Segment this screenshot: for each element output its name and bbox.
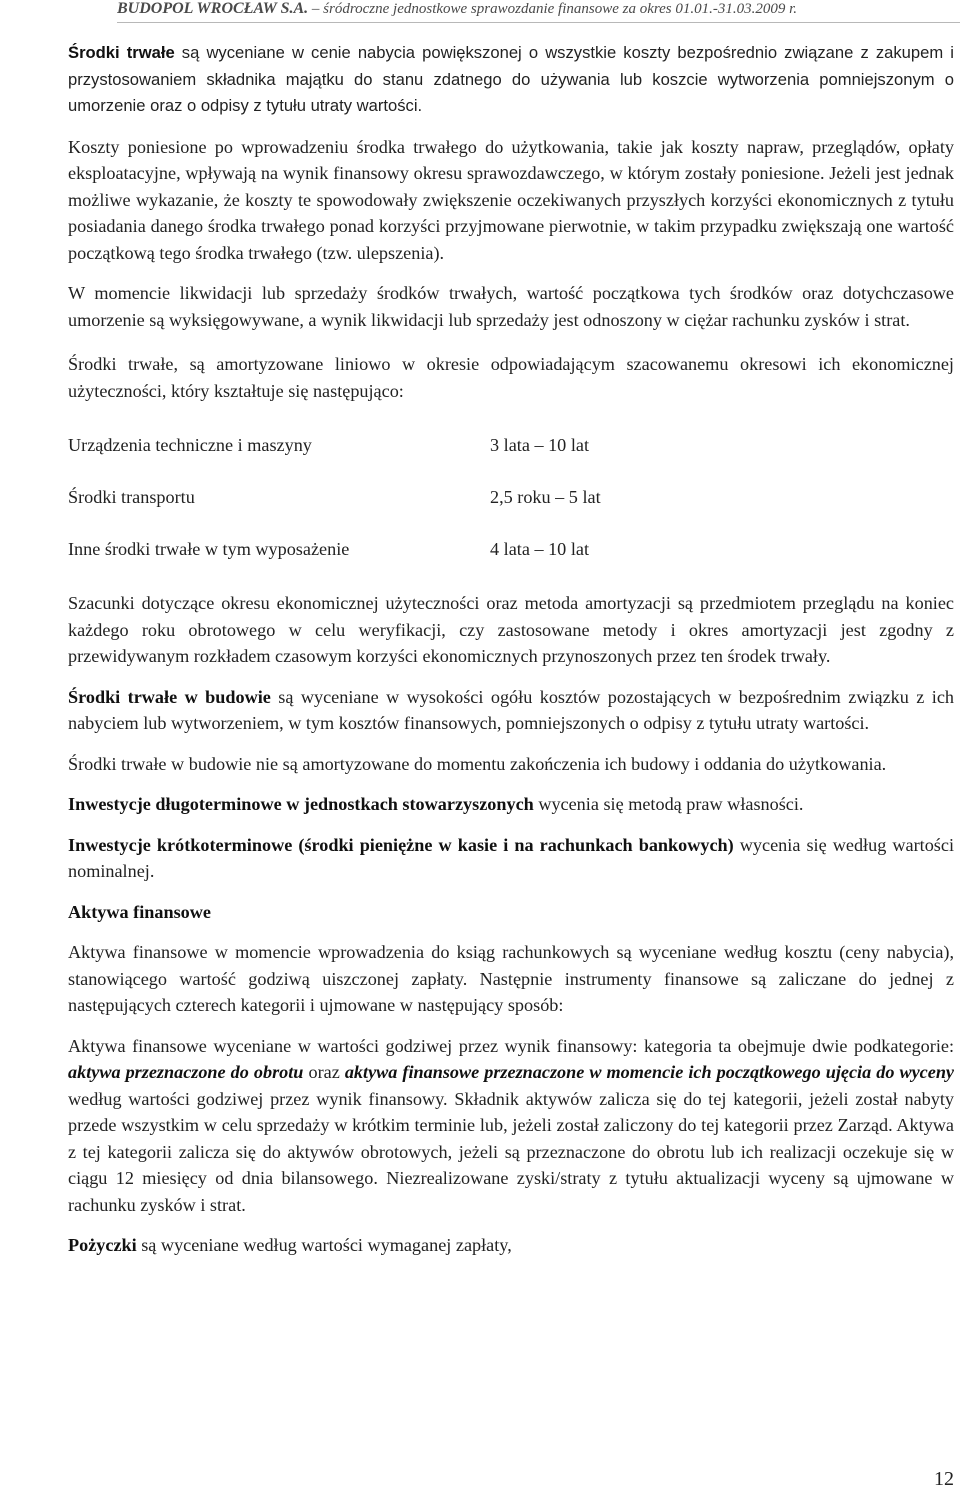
paragraph-text: według wartości godziwej przez wynik finansowy. Składnik aktywów zalicza się do tej kategorii, jeżeli został nabyty przede wszystkim w celu sprzedaży w krótkim terminie lub, jeżeli został zaliczony do tej kategorii przez Zarząd. Aktywa z tej kategorii zalicza się do aktywów obrotowych, jeżeli są przeznaczone do obrotu lub ich realizacji oczekuje się w ciągu 12 miesięcy od dnia bilansowego. Niezrealizowane zyski/straty z tytułu aktualizacji wyceny są ujmowane w rachunku zysków i strat. (68, 1088, 954, 1215)
header-subtitle: – śródroczne jednostkowe sprawozdanie finansowe za okres 01.01.-31.03.2009 r. (308, 1, 798, 17)
term-short-term-investments: Inwestycje krótkoterminowe (środki pieniężne w kasie i na rachunkach bankowych) (68, 834, 734, 855)
paragraph-text: są wyceniane w cenie nabycia powiększonej o wszystkie koszty bezpośrednio związane z zakupem i przystosowaniem składnika majątku do stanu zdatnego do używania lub koszcie wytworzenia pomniejszonym o umorzenie oraz o odpisy z tytułu utraty wartości. (68, 43, 954, 115)
section-title (68, 899, 954, 926)
paragraph-text: są wyceniane w wysokości ogółu kosztów pozostających w bezpośrednim związku z ich nabyciem lub wytworzeniem, w tym kosztów finansowych, pomniejszonych o odpisy z tytułu utraty wartości. (68, 686, 954, 733)
paragraph-text: Szacunki dotyczące okresu ekonomicznej użyteczności oraz metoda amortyzacji są przedmiotem przeglądu na koniec każdego roku obrotowego w celu weryfikacji, czy zastosowane metody i okres amortyzacji jest zgodny z przewidywanym rozkładem czasowym korzyści ekonomicznych przynoszonych przez ten środek trwały. (68, 593, 954, 666)
depreciation-category: Urządzenia techniczne i maszyny (68, 435, 312, 455)
table-row (68, 536, 954, 588)
paragraph-short-term-investments (68, 832, 954, 885)
paragraph-text: Aktywa finansowe wyceniane w wartości godziwej przez wynik finansowy: kategoria ta obejmuje dwie podkategorie: (68, 1035, 954, 1056)
table-row (68, 484, 954, 536)
paragraph-liquidation (68, 280, 954, 333)
header-company: BUDOPOL WROCŁAW S.A. (117, 0, 309, 17)
paragraph-construction-depreciation (68, 751, 954, 778)
paragraph-depreciation (68, 351, 954, 404)
depreciation-period: 2,5 roku – 5 lat (490, 487, 601, 507)
paragraph-fixed-assets (68, 40, 954, 120)
term-designated-assets: aktywa finansowe przeznaczone w momencie ich początkowego ujęcia do wyceny (344, 1062, 955, 1082)
depreciation-period: 3 lata – 10 lat (490, 435, 589, 455)
term-loans: Pożyczki (68, 1235, 137, 1255)
section-title-text: Aktywa finansowe (68, 901, 211, 922)
depreciation-table (68, 432, 954, 588)
paragraph-text: wycenia się według wartości nominalnej. (68, 834, 954, 881)
paragraph-text: Koszty poniesione po wprowadzeniu środka trwałego do użytkowania, takie jak koszty napraw, przeglądów, opłaty eksploatacyjne, wpływają na wynik finansowy okresu sprawozdawczego, w którym zostały poniesione. Jeżeli jest jednak możliwe wykazanie, że koszty te spowodowały zwiększenie oczekiwanych przyszłych korzyści ekonomicznych z tytułu posiadania danego środka trwałego ponad korzyści przyjmowane pierwotnie, w takim przypadku zwiększają one wartość początkową tego środka trwałego (tzw. ulepszenia). (68, 136, 954, 263)
paragraph-text: są wyceniane według wartości wymaganej zapłaty, (136, 1235, 512, 1255)
paragraph-text: oraz (303, 1062, 345, 1082)
paragraph-construction (68, 684, 954, 737)
page-number: 12 (934, 1468, 954, 1490)
paragraph-fair-value (68, 1033, 954, 1219)
page-header (117, 0, 960, 23)
page-content (68, 40, 954, 1259)
paragraph-estimates (68, 590, 954, 670)
depreciation-category: Inne środki trwałe w tym wyposażenie (68, 539, 350, 559)
paragraph-text: Środki trwałe w budowie nie są amortyzowane do momentu zakończenia ich budowy i oddania do użytkowania. (68, 753, 887, 774)
paragraph-text: W momencie likwidacji lub sprzedaży środków trwałych, wartość początkowa tych środków oraz dotychczasowe umorzenie są wyksięgowywane, a wynik likwidacji lub sprzedaży jest odnoszony w ciężar rachunku zysków i strat. (68, 283, 954, 330)
term-long-term-investments: Inwestycje długoterminowe w jednostkach stowarzyszonych (68, 794, 534, 814)
paragraph-long-term-investments (68, 791, 954, 818)
paragraph-financial-assets (68, 939, 954, 1019)
paragraph-text: wycenia się metodą praw własności. (533, 794, 804, 814)
paragraph-text: Aktywa finansowe w momencie wprowadzenia do ksiąg rachunkowych są wyceniane według kosztu (ceny nabycia), stanowiącego wartość godziwą uiszczonej zapłaty. Następnie instrumenty finansowe są zaliczane do jednej z następujących czterech kategorii i ujmowane w następujący sposób: (68, 942, 954, 1015)
paragraph-costs (68, 134, 954, 267)
paragraph-text: Środki trwałe, są amortyzowane liniowo w okresie odpowiadającym szacowanemu okresowi ich ekonomicznej użyteczności, który kształtuje się następująco: (68, 354, 954, 401)
term-construction: Środki trwałe w budowie (68, 686, 271, 707)
depreciation-category: Środki transportu (68, 487, 195, 507)
paragraph-loans (68, 1232, 954, 1259)
term-trading-assets: aktywa przeznaczone do obrotu (68, 1062, 304, 1082)
term-fixed-assets: Środki trwałe (68, 43, 175, 62)
table-row (68, 432, 954, 484)
depreciation-period: 4 lata – 10 lat (490, 539, 589, 559)
